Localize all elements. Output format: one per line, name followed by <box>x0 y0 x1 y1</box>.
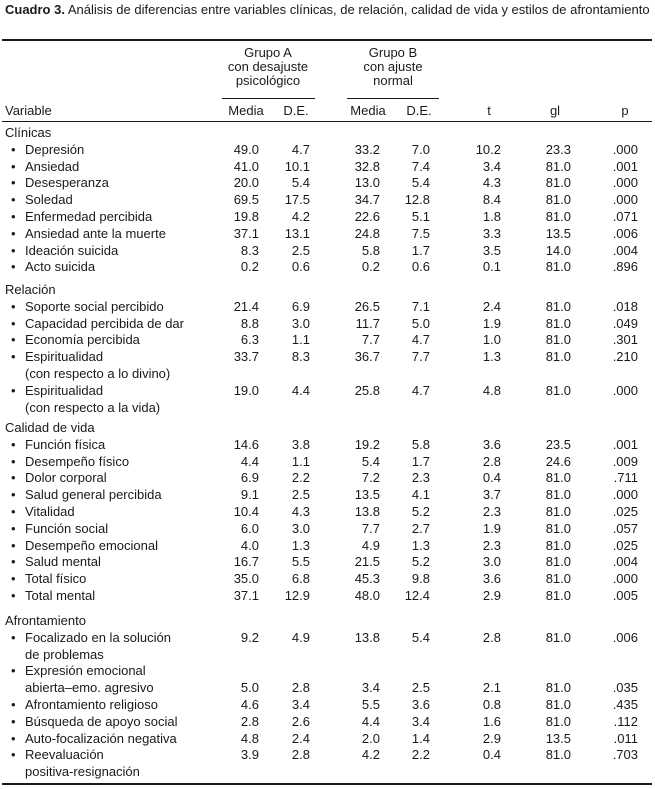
bullet-icon: • <box>11 697 16 712</box>
gl-value: 81.0 <box>545 487 571 503</box>
gl-value: 81.0 <box>545 158 571 174</box>
media-a: 69.5 <box>233 192 259 208</box>
section-title: Calidad de vida <box>5 420 95 435</box>
row-label: Espiritualidad <box>25 382 104 398</box>
p-value: .703 <box>612 747 638 763</box>
de-a: 2.5 <box>291 487 310 503</box>
media-b: 48.0 <box>354 588 380 603</box>
p-value: .000 <box>612 192 638 208</box>
media-a: 4.0 <box>240 537 259 553</box>
media-a: 37.1 <box>233 588 259 603</box>
bullet-icon: • <box>11 520 16 536</box>
media-a: 3.9 <box>240 747 259 763</box>
t-value: 3.7 <box>482 487 501 503</box>
gl-value: 81.0 <box>545 259 571 275</box>
media-b: 22.6 <box>354 209 380 224</box>
bullet-icon: • <box>11 259 16 275</box>
row-label: Dolor corporal <box>25 470 107 486</box>
p-value: .896 <box>612 259 638 275</box>
gl-value: 81.0 <box>545 554 571 570</box>
caption-text: Análisis de diferencias entre variables clínicas, de relación, calidad de vida y estilos de afrontamiento <box>67 2 650 17</box>
media-a: 41.0 <box>233 158 259 174</box>
gl-value: 13.5 <box>545 730 571 746</box>
bullet-icon: • <box>11 470 16 486</box>
gl-value: 81.0 <box>545 349 571 365</box>
de-a: 2.5 <box>291 242 310 258</box>
media-a: 14.6 <box>233 436 259 452</box>
de-b: 9.8 <box>411 571 430 587</box>
bullet-icon: • <box>11 537 16 553</box>
t-value: 0.4 <box>482 470 501 486</box>
p-value: .005 <box>612 588 638 603</box>
row-label: Desesperanza <box>25 175 109 191</box>
gl-value: 81.0 <box>545 332 571 348</box>
media-a: 16.7 <box>233 554 259 570</box>
media-b: 3.4 <box>361 680 380 696</box>
p-value: .035 <box>612 680 638 696</box>
gl-value: 23.3 <box>545 141 571 157</box>
gl-value: 81.0 <box>545 470 571 486</box>
media-b: 4.9 <box>361 537 380 553</box>
de-a: 4.4 <box>291 382 310 398</box>
de-a: 6.9 <box>291 298 310 314</box>
row-label: Vitalidad <box>25 504 75 519</box>
p-value: .004 <box>612 554 638 570</box>
de-a: 8.3 <box>291 349 310 365</box>
gl-value: 81.0 <box>545 209 571 224</box>
row-label: Salud general percibida <box>25 487 162 503</box>
row-label: Ansiedad <box>25 158 80 174</box>
media-b: 13.0 <box>354 175 380 191</box>
gl-header: gl <box>549 103 561 118</box>
group-b-line-2: con ajuste <box>363 59 423 74</box>
row-label: Búsqueda de apoyo social <box>25 713 178 729</box>
p-value: .009 <box>612 453 638 469</box>
media-a: 6.9 <box>240 470 259 486</box>
media-b: 13.8 <box>354 504 380 519</box>
de-b: 12.8 <box>404 192 430 208</box>
gl-value: 81.0 <box>545 175 571 191</box>
bullet-icon: • <box>11 175 16 191</box>
media-b: 7.7 <box>361 332 380 348</box>
bullet-icon: • <box>11 487 16 503</box>
de-b: 5.4 <box>411 629 430 645</box>
t-value: 1.6 <box>482 713 501 729</box>
bullet-icon: • <box>11 436 16 452</box>
gl-value: 81.0 <box>545 747 571 763</box>
media-a: 9.1 <box>240 487 259 503</box>
media-a: 4.6 <box>240 697 259 712</box>
media-b: 32.8 <box>354 158 380 174</box>
bullet-icon: • <box>11 629 16 645</box>
bullet-icon: • <box>11 209 16 224</box>
t-value: 2.9 <box>482 730 501 746</box>
media-b: 13.8 <box>354 629 380 645</box>
media-b: 2.0 <box>361 730 380 746</box>
gl-value: 81.0 <box>545 588 571 603</box>
t-value: 0.1 <box>482 259 501 275</box>
row-label: (con respecto a la vida) <box>25 399 161 415</box>
caption-label: Cuadro 3. <box>5 2 65 17</box>
row-label: positiva-resignación <box>25 764 140 780</box>
media-b-header: Media <box>350 103 386 118</box>
de-a: 2.2 <box>291 470 310 486</box>
media-b: 19.2 <box>354 436 380 452</box>
bottom-rule <box>2 783 652 785</box>
media-a: 10.4 <box>233 504 259 519</box>
de-b: 3.4 <box>411 713 430 729</box>
de-a: 0.6 <box>291 259 310 275</box>
de-b: 1.4 <box>411 730 430 746</box>
de-a: 1.3 <box>291 537 310 553</box>
de-b: 4.1 <box>411 487 430 503</box>
bullet-icon: • <box>11 588 16 603</box>
de-a: 2.8 <box>291 747 310 763</box>
bullet-icon: • <box>11 554 16 570</box>
media-b: 4.4 <box>361 713 380 729</box>
media-b: 25.8 <box>354 382 380 398</box>
de-a: 17.5 <box>284 192 310 208</box>
bullet-icon: • <box>11 192 16 208</box>
de-b: 5.2 <box>411 504 430 519</box>
group-a-line-2: con desajuste <box>227 59 309 74</box>
row-label: Ideación suicida <box>25 242 119 258</box>
p-value: .000 <box>612 141 638 157</box>
gl-value: 81.0 <box>545 629 571 645</box>
gl-value: 81.0 <box>545 537 571 553</box>
de-a: 3.0 <box>291 315 310 331</box>
t-value: 3.6 <box>482 571 501 587</box>
gl-value: 14.0 <box>545 242 571 258</box>
de-a: 13.1 <box>284 225 310 241</box>
p-value: .000 <box>612 175 638 191</box>
media-a: 49.0 <box>233 141 259 157</box>
p-value: .001 <box>612 436 638 452</box>
bullet-icon: • <box>11 242 16 258</box>
de-a: 4.7 <box>291 141 310 157</box>
de-a: 1.1 <box>291 453 310 469</box>
row-label: Expresión emocional <box>25 663 146 679</box>
de-a: 2.6 <box>291 713 310 729</box>
row-label: de problemas <box>25 646 104 662</box>
media-a: 35.0 <box>233 571 259 587</box>
p-value: .018 <box>612 298 638 314</box>
t-value: 4.8 <box>482 382 501 398</box>
de-a: 6.8 <box>291 571 310 587</box>
t-header: t <box>487 103 491 118</box>
section-title: Relación <box>5 282 56 297</box>
p-value: .057 <box>612 520 638 536</box>
media-a: 37.1 <box>233 225 259 241</box>
de-b: 5.0 <box>411 315 430 331</box>
gl-value: 13.5 <box>545 225 571 241</box>
bullet-icon: • <box>11 713 16 729</box>
media-a: 8.8 <box>240 315 259 331</box>
gl-value: 81.0 <box>545 571 571 587</box>
t-value: 3.3 <box>482 225 501 241</box>
de-b: 1.7 <box>411 453 430 469</box>
p-value: .001 <box>612 158 638 174</box>
p-value: .004 <box>612 242 638 258</box>
media-a: 21.4 <box>233 298 259 314</box>
row-label: Total físico <box>25 571 87 587</box>
t-value: 2.8 <box>482 453 501 469</box>
bullet-icon: • <box>11 332 16 348</box>
de-a: 12.9 <box>284 588 310 603</box>
bullet-icon: • <box>11 747 16 763</box>
de-b: 5.8 <box>411 436 430 452</box>
de-a: 10.1 <box>284 158 310 174</box>
media-a: 33.7 <box>233 349 259 365</box>
media-a: 8.3 <box>240 242 259 258</box>
p-value: .049 <box>612 315 638 331</box>
gl-value: 81.0 <box>545 504 571 519</box>
t-value: 0.8 <box>482 697 501 712</box>
group-a-line-3: psicológico <box>235 73 301 88</box>
de-a: 2.4 <box>291 730 310 746</box>
de-b: 7.1 <box>411 298 430 314</box>
de-b: 1.7 <box>411 242 430 258</box>
de-b: 12.4 <box>404 588 430 603</box>
de-b: 7.4 <box>411 158 430 174</box>
row-label: Capacidad percibida de dar <box>25 315 184 331</box>
p-value: .011 <box>613 730 638 746</box>
de-a: 4.9 <box>291 629 310 645</box>
t-value: 4.3 <box>482 175 501 191</box>
de-a: 3.4 <box>291 697 310 712</box>
row-label: Salud mental <box>25 554 101 570</box>
de-b: 7.0 <box>411 141 430 157</box>
p-value: .435 <box>612 697 638 712</box>
media-b: 11.7 <box>355 315 380 331</box>
media-a: 19.8 <box>233 209 259 224</box>
bullet-icon: • <box>11 382 16 398</box>
de-a: 1.1 <box>291 332 310 348</box>
group-a-line-1: Grupo A <box>244 45 292 60</box>
gl-value: 81.0 <box>545 697 571 712</box>
row-label: Focalizado en la solución <box>25 629 171 645</box>
row-label: Desempeño emocional <box>25 537 158 553</box>
group-b-line-1: Grupo B <box>368 45 418 60</box>
bullet-icon: • <box>11 453 16 469</box>
media-a: 5.0 <box>240 680 259 696</box>
media-a: 2.8 <box>240 713 259 729</box>
media-b: 33.2 <box>354 141 380 157</box>
row-label: Total mental <box>25 588 96 603</box>
p-value: .711 <box>613 470 638 486</box>
row-label: (con respecto a lo divino) <box>25 366 171 381</box>
row-label: Economía percibida <box>25 332 140 348</box>
t-value: 2.9 <box>482 588 501 603</box>
de-b: 4.7 <box>411 332 430 348</box>
de-b: 0.6 <box>411 259 430 275</box>
p-value: .301 <box>612 332 638 348</box>
row-label: abierta–emo. agresivo <box>25 680 154 696</box>
group-a-header <box>215 46 321 88</box>
media-a: 4.4 <box>240 453 259 469</box>
section-title: Afrontamiento <box>5 613 86 628</box>
de-b: 2.3 <box>411 470 430 486</box>
bullet-icon: • <box>11 158 16 174</box>
row-label: Desempeño físico <box>25 453 130 469</box>
bullet-icon: • <box>11 730 16 746</box>
media-b: 7.7 <box>361 520 380 536</box>
p-value: .006 <box>612 629 638 645</box>
t-value: 1.9 <box>482 315 501 331</box>
t-value: 8.4 <box>482 192 501 208</box>
t-value: 2.1 <box>482 680 501 696</box>
media-b: 26.5 <box>354 298 380 314</box>
row-label: Función física <box>25 436 106 452</box>
gl-value: 81.0 <box>545 298 571 314</box>
p-header: p <box>621 103 629 118</box>
bullet-icon: • <box>11 298 16 314</box>
gl-value: 81.0 <box>545 713 571 729</box>
table-caption <box>5 2 650 18</box>
p-value: .025 <box>612 537 638 553</box>
media-b: 24.8 <box>354 225 380 241</box>
group-b-header <box>343 46 443 88</box>
bullet-icon: • <box>11 504 16 519</box>
de-a: 4.3 <box>291 504 310 519</box>
de-a: 5.4 <box>291 175 310 191</box>
p-value: .000 <box>612 382 638 398</box>
bullet-icon: • <box>11 315 16 331</box>
t-value: 1.9 <box>482 520 501 536</box>
bullet-icon: • <box>11 571 16 587</box>
t-value: 2.3 <box>482 537 501 553</box>
de-b: 5.4 <box>411 175 430 191</box>
t-value: 10.2 <box>475 141 501 157</box>
de-b: 7.7 <box>411 349 430 365</box>
gl-value: 81.0 <box>545 192 571 208</box>
gl-value: 81.0 <box>545 520 571 536</box>
media-a: 9.2 <box>240 629 259 645</box>
gl-value: 81.0 <box>545 382 571 398</box>
row-label: Afrontamiento religioso <box>25 697 158 712</box>
t-value: 3.6 <box>482 436 501 452</box>
media-b: 0.2 <box>361 259 380 275</box>
row-label: Ansiedad ante la muerte <box>25 225 166 241</box>
t-value: 3.5 <box>482 242 501 258</box>
media-b: 7.2 <box>361 470 380 486</box>
group-b-line-3: normal <box>373 73 413 88</box>
bullet-icon: • <box>11 663 16 679</box>
row-label: Espiritualidad <box>25 349 104 365</box>
t-value: 2.3 <box>482 504 501 519</box>
media-b: 13.5 <box>354 487 380 503</box>
header-rule <box>2 121 652 122</box>
media-b: 21.5 <box>354 554 380 570</box>
gl-value: 81.0 <box>545 680 571 696</box>
media-b: 5.4 <box>361 453 380 469</box>
media-a: 6.0 <box>240 520 259 536</box>
de-b: 5.1 <box>411 209 430 224</box>
bullet-icon: • <box>11 349 16 365</box>
t-value: 0.4 <box>482 747 501 763</box>
bullet-icon: • <box>11 225 16 241</box>
media-b: 5.5 <box>361 697 380 712</box>
de-b: 7.5 <box>411 225 430 241</box>
de-a: 4.2 <box>291 209 310 224</box>
gl-value: 23.5 <box>545 436 571 452</box>
de-a: 3.0 <box>291 520 310 536</box>
t-value: 1.0 <box>482 332 501 348</box>
row-label: Soporte social percibido <box>25 298 164 314</box>
row-label: Soledad <box>25 192 73 208</box>
gl-value: 24.6 <box>545 453 571 469</box>
de-a: 5.5 <box>291 554 310 570</box>
p-value: .000 <box>612 571 638 587</box>
de-b: 2.2 <box>411 747 430 763</box>
de-b: 3.6 <box>411 697 430 712</box>
section-title: Clínicas <box>5 125 52 140</box>
t-value: 1.3 <box>482 349 501 365</box>
de-b: 2.5 <box>411 680 430 696</box>
p-value: .000 <box>612 487 638 503</box>
gl-value: 81.0 <box>545 315 571 331</box>
de-b-header: D.E. <box>406 103 432 118</box>
media-a: 19.0 <box>233 382 259 398</box>
de-b: 5.2 <box>411 554 430 570</box>
de-b: 2.7 <box>411 520 430 536</box>
media-b: 5.8 <box>361 242 380 258</box>
media-b: 45.3 <box>354 571 380 587</box>
bullet-icon: • <box>11 141 16 157</box>
de-b: 1.3 <box>411 537 430 553</box>
t-value: 2.4 <box>482 298 501 314</box>
p-value: .025 <box>612 504 638 519</box>
media-a: 20.0 <box>233 175 259 191</box>
row-label: Auto-focalización negativa <box>25 730 177 746</box>
row-label: Enfermedad percibida <box>25 209 153 224</box>
p-value: .210 <box>612 349 638 365</box>
t-value: 3.4 <box>482 158 501 174</box>
media-a: 6.3 <box>240 332 259 348</box>
row-label: Acto suicida <box>25 259 96 275</box>
group-b-underline <box>347 98 439 99</box>
p-value: .112 <box>613 713 638 729</box>
de-b: 4.7 <box>411 382 430 398</box>
de-a: 3.8 <box>291 436 310 452</box>
de-a-header: D.E. <box>283 103 309 118</box>
media-a: 4.8 <box>240 730 259 746</box>
variable-header: Variable <box>5 103 52 118</box>
p-value: .071 <box>612 209 638 224</box>
row-label: Función social <box>25 520 109 536</box>
media-b: 4.2 <box>361 747 380 763</box>
t-value: 3.0 <box>482 554 501 570</box>
p-value: .006 <box>612 225 638 241</box>
group-a-underline <box>222 98 315 99</box>
media-a: 0.2 <box>240 259 259 275</box>
t-value: 1.8 <box>482 209 501 224</box>
top-rule <box>2 39 652 41</box>
row-label: Depresión <box>25 141 85 157</box>
t-value: 2.8 <box>482 629 501 645</box>
media-a-header: Media <box>228 103 264 118</box>
row-label: Reevaluación <box>25 747 104 763</box>
media-b: 36.7 <box>354 349 380 365</box>
de-a: 2.8 <box>291 680 310 696</box>
media-b: 34.7 <box>354 192 380 208</box>
